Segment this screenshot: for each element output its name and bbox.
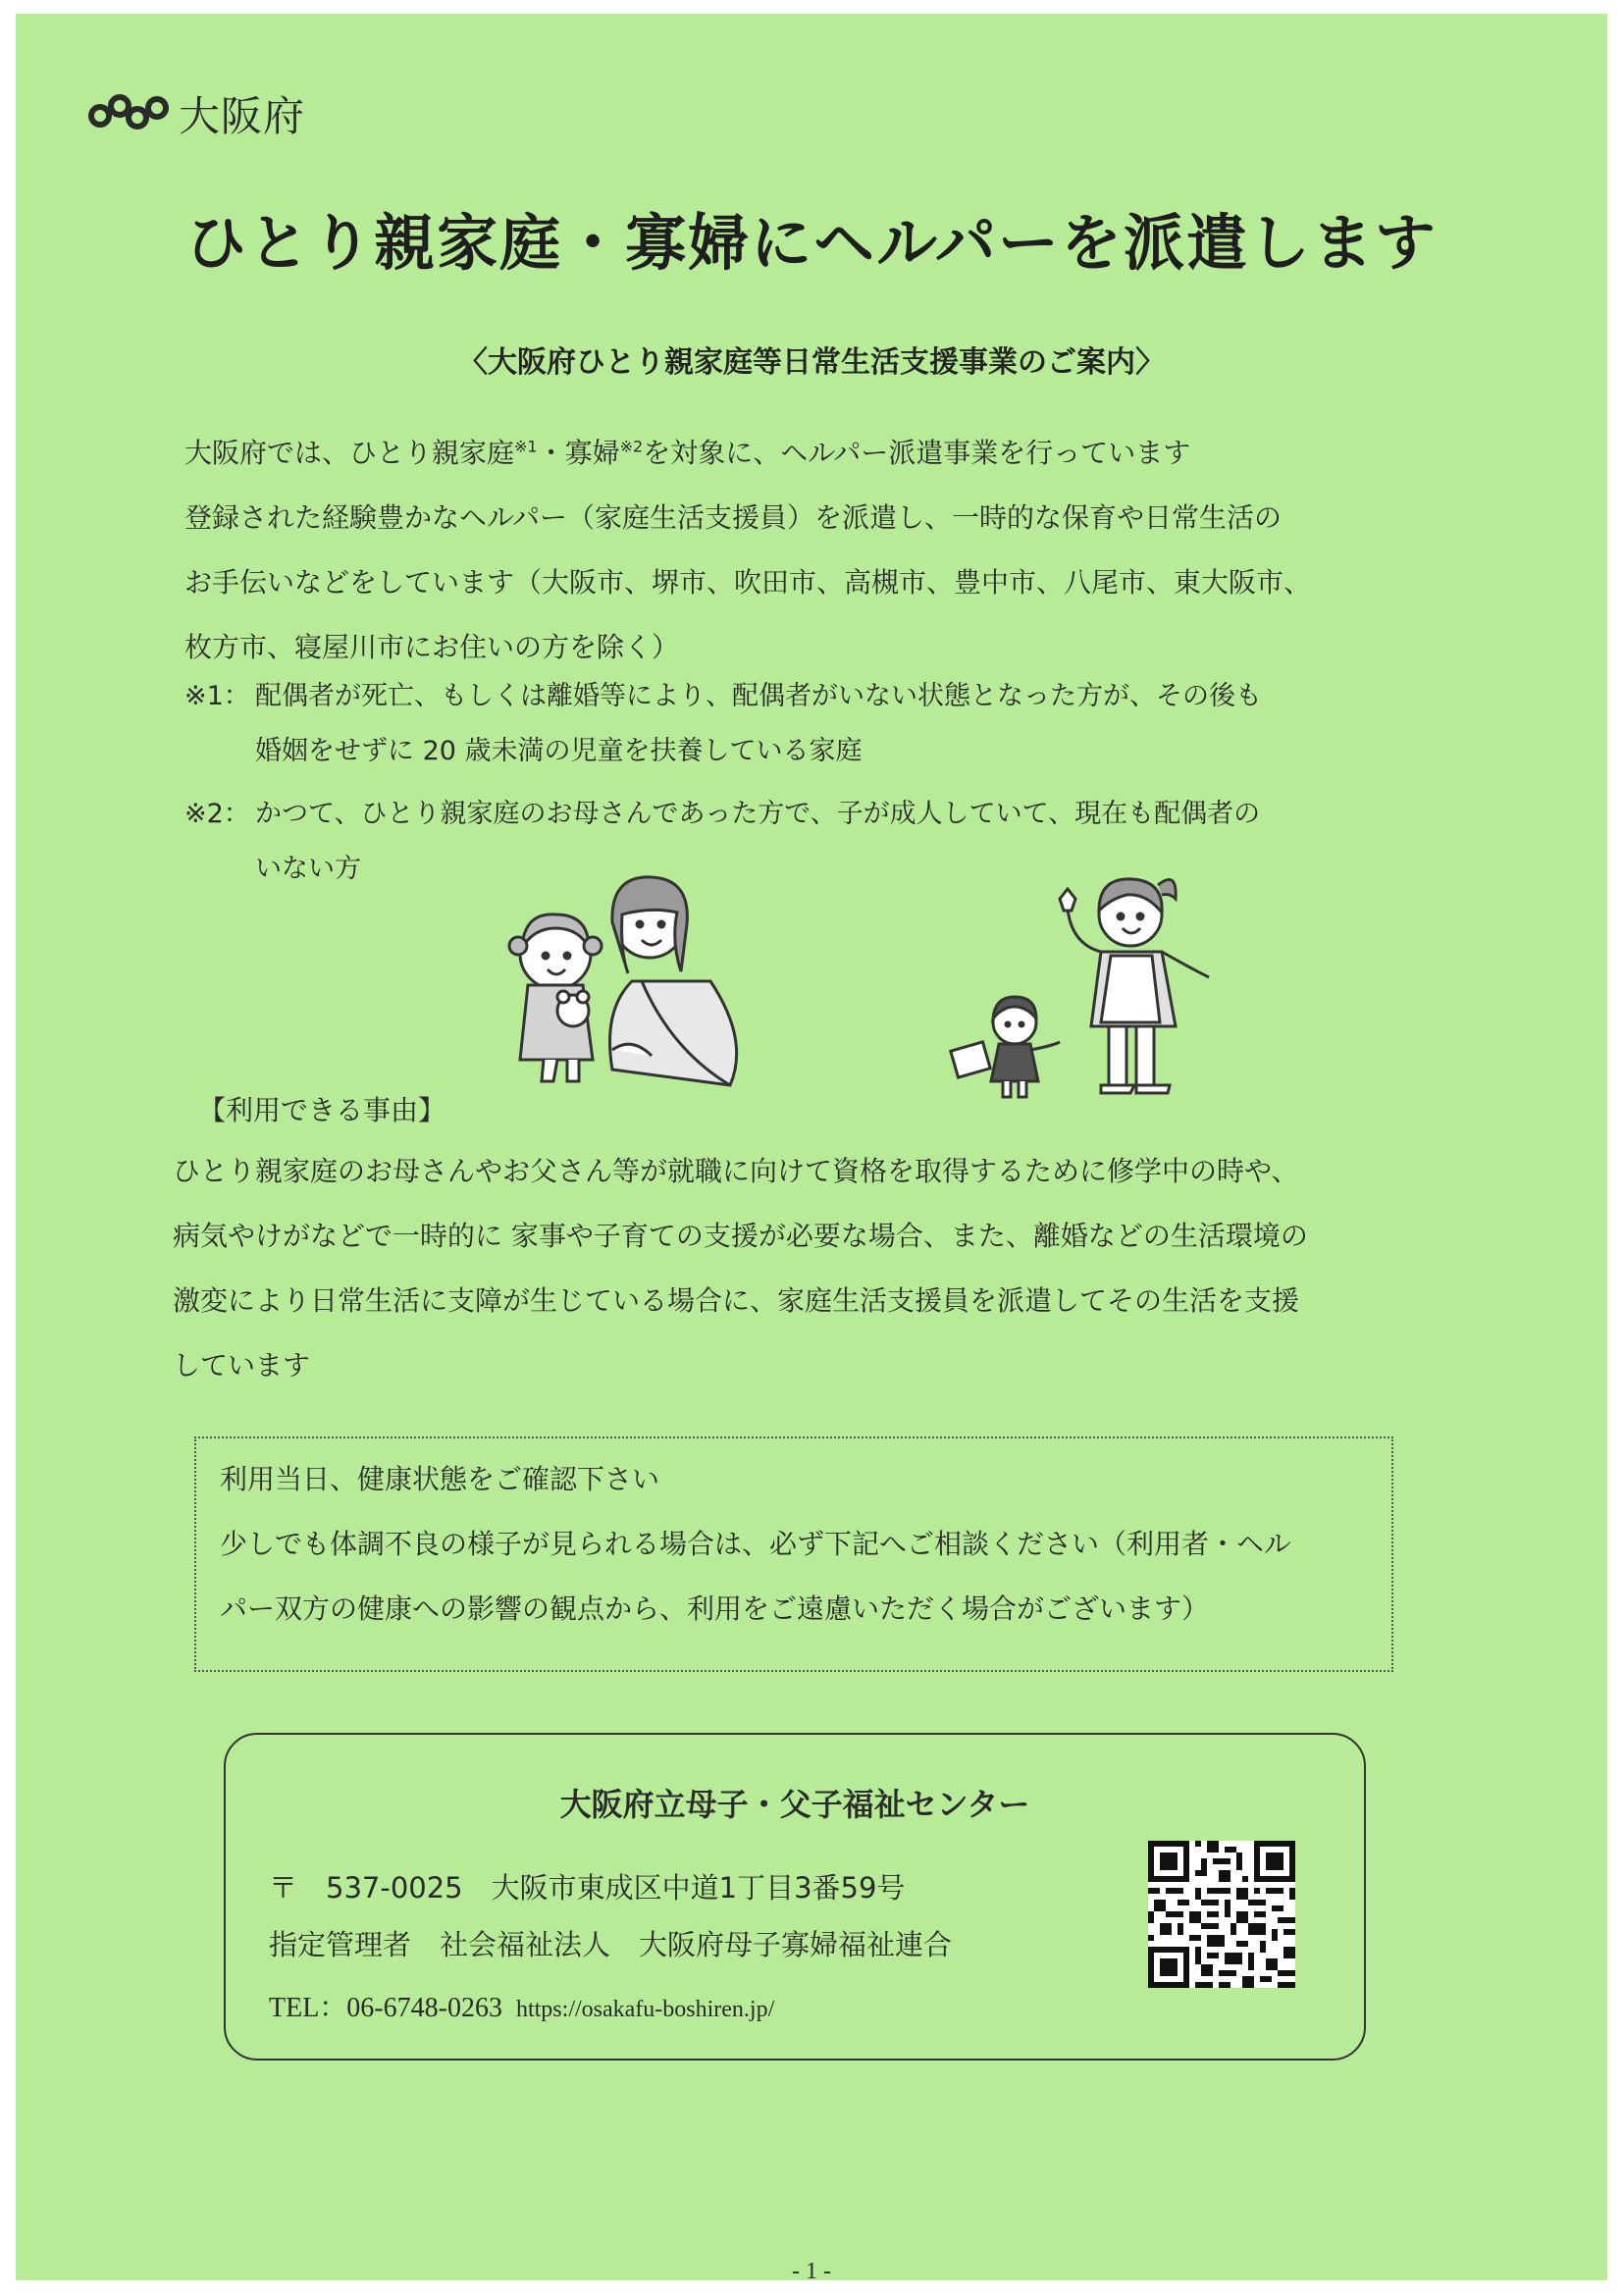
reasons-text <box>173 1152 1448 1411</box>
footnote-ref-1: ※1 <box>514 437 538 456</box>
page-subtitle: 〈大阪府ひとり親家庭等日常生活支援事業のご案内〉 <box>458 345 1165 380</box>
footnote-text-cont: いない方 <box>255 854 361 884</box>
page-title: ひとり親家庭・寡婦にヘルパーを派遣します <box>185 207 1438 279</box>
contact-address: 〒 537-0025 大阪市東成区中道1丁目3番59号 <box>269 1871 906 1905</box>
contact-box <box>224 1733 1366 2061</box>
intro-text <box>184 434 1460 667</box>
logo-text: 大阪府 <box>179 92 306 140</box>
flyer-page <box>16 14 1607 2284</box>
notice-line: 利用当日、健康状態をご確認下さい <box>220 1463 660 1495</box>
notice-line: パー双方の健康への影響の観点から、利用をご遠慮いただく場合がございます） <box>220 1592 1210 1625</box>
reason-line: 激変により日常生活に支障が生じている場合に、家庭生活支援員を派遣してその生活を支援 <box>173 1284 1300 1317</box>
osaka-logo <box>88 84 305 143</box>
reason-line: ひとり親家庭のお母さんやお父さん等が就職に向けて資格を取得するために修学中の時や、 <box>173 1155 1299 1187</box>
footnote-text: 配偶者が死亡、もしくは離婚等により、配偶者がいない状態となった方が、その後も <box>255 681 1262 711</box>
contact-manager: 指定管理者 社会福祉法人 大阪府母子寡婦福祉連合 <box>269 1928 953 1961</box>
contact-tel-url <box>269 1986 774 2025</box>
intro-line-1 <box>184 434 1460 498</box>
mother-child-illustration <box>485 863 799 1095</box>
health-notice-box <box>194 1436 1393 1672</box>
intro-line-1-b: ・寡婦 <box>537 437 620 469</box>
footnote-ref-2: ※2 <box>619 437 644 456</box>
contact-tel: TEL：06-6748-0263 <box>269 1993 502 2023</box>
footnote-text-cont: 婚姻をせずに 20 歳未満の児童を扶養している家庭 <box>255 736 863 766</box>
intro-line-2: 登録された経験豊かなヘルパー（家庭生活支援員）を派遣し、一時的な保育や日常生活の <box>184 501 1283 534</box>
intro-line-3: お手伝いなどをしています（大阪市、堺市、吹田市、高槻市、豊中市、八尾市、東大阪市、 <box>184 566 1312 599</box>
contact-org-name: 大阪府立母子・父子福祉センター <box>559 1786 1030 1823</box>
reason-line: しています <box>173 1349 311 1382</box>
intro-line-1-c: を対象に、ヘルパー派遣事業を行っています <box>643 437 1191 469</box>
notice-line: 少しでも体調不良の様子が見られる場合は、必ず下記へご相談ください（利用者・ヘル <box>220 1528 1292 1560</box>
reasons-heading: 【利用できる事由】 <box>198 1094 446 1126</box>
footnote-1 <box>184 677 1262 771</box>
contact-url-link[interactable]: https://osakafu-boshiren.jp/ <box>515 1997 775 2022</box>
intro-line-1-a: 大阪府では、ひとり親家庭 <box>184 437 515 469</box>
intro-line-4: 枚方市、寝屋川市にお住いの方を除く） <box>184 631 680 663</box>
qr-code-icon[interactable] <box>1148 1841 1295 1988</box>
reason-line: 病気やけがなどで一時的に 家事や子育ての支援が必要な場合、また、離婚などの生活環境の <box>173 1220 1308 1252</box>
footnote-mark: ※1： <box>184 681 250 711</box>
footnote-text: かつて、ひとり親家庭のお母さんであった方で、子が成人していて、現在も配偶者の <box>255 799 1261 829</box>
helper-child-illustration <box>944 850 1238 1105</box>
page-number: - 1 - <box>792 2259 831 2284</box>
footnote-mark: ※2： <box>184 799 250 829</box>
osaka-emblem-icon <box>88 94 169 133</box>
